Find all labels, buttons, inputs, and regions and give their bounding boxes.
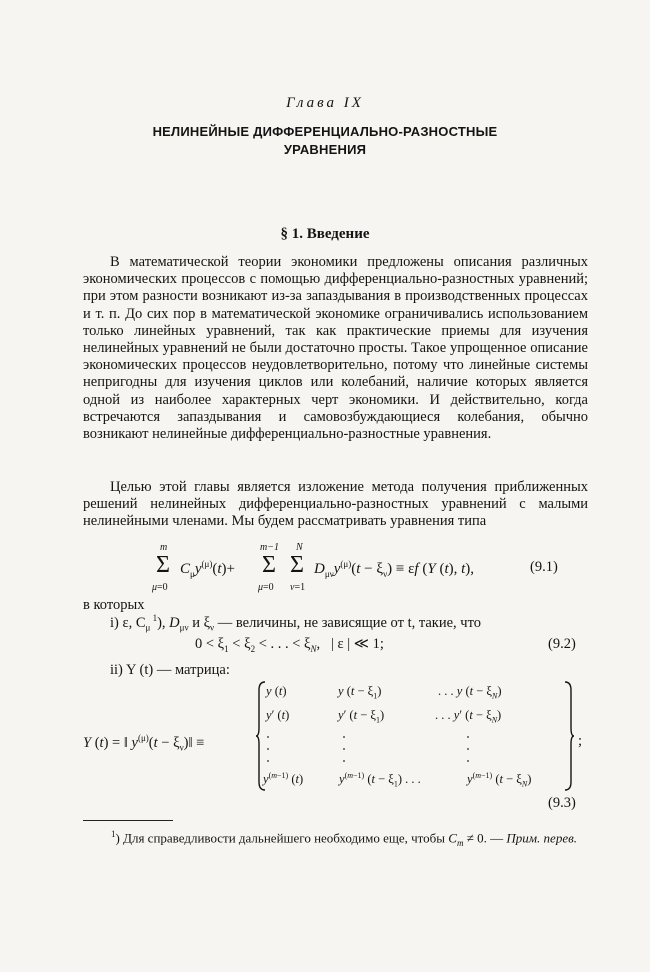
chapter-title-line1: НЕЛИНЕЙНЫЕ ДИФФЕРЕНЦИАЛЬНО-РАЗНОСТНЫЕ [152, 124, 498, 139]
matrix-cell-3-2: $y^{(m-1)}$ $(t - \xi_1)$ . . . [339, 771, 421, 789]
paragraph-1: В математической теории экономики предложены описания различных экономических процессов с помощью дифференциально-разностных уравнений; при этом разности возникают из-за запаздывания в производственных процессах и т. п. До сих пор в математической экономике ограничивались использованием только линейных уравнений, так как практические приемы для изучения нелинейных уравнений не были достаточно просты. Такое упрощенное описание экономических процессов неудовлетворительно, потому что линейные системы непригодны для изучения циклов или колебаний, наличие которых является одной из наиболее характерных черт экономики. И действительно, когда встречаются запаздывания и самовозбуждающиеся колебания, обычно возникают нелинейные дифференциально-разностные уравнения. [83, 254, 588, 443]
condition-1: i) ε, $C_\mu$ $^1$), $D_{\mu\nu}$ и $\xi_\nu$ — величины, не зависящие от t, такие, что [110, 613, 481, 633]
equation-9-1 [150, 542, 590, 596]
matrix-cell-2-3: . . . y′ $(t - \xi_N)$ [435, 708, 502, 725]
equation-9-2: $0 < \xi_1 < \xi_2$ < . . . < $\xi_N$, | ε | ≪ 1; [195, 636, 384, 654]
vdot [467, 736, 469, 738]
sum-sign-1: Σ [156, 552, 170, 578]
matrix-right-brace [563, 680, 575, 792]
eq2-number: (9.2) [548, 636, 576, 652]
vdot [267, 736, 269, 738]
matrix-cell-1-2: y $(t - \xi_1)$ [338, 684, 382, 701]
condition-2: ii) Y (t) — матрица: [110, 662, 230, 678]
section-title: § 1. Введение [280, 226, 370, 242]
sum-lower-3: ν=1 [290, 582, 306, 593]
chapter-title-line2: УРАВНЕНИЯ [283, 142, 367, 157]
matrix-cell-3-1: $y^{(m-1)}$ (t) [263, 771, 304, 787]
sum-sign-2: Σ [262, 552, 276, 578]
eq1-number: (9.1) [530, 559, 558, 575]
chapter-label: Глава IX [286, 95, 364, 111]
sum-upper-3: N [296, 542, 303, 553]
chapter-title [0, 123, 650, 159]
footnote-note: Прим. перев. [506, 830, 577, 846]
matrix-cell-1-1: y (t) [266, 684, 287, 698]
vdot [267, 760, 269, 762]
matrix-cell-2-2: y′ $(t - \xi_1)$ [338, 708, 385, 725]
footnote-rule [83, 820, 173, 821]
eq1-term-1: $C_\mu y^{(\mu)}(t)+$ [180, 559, 235, 579]
matrix-cell-1-3: . . . y $(t - \xi_N)$ [438, 684, 502, 701]
matrix-cell-2-1: y′ (t) [266, 708, 290, 722]
matrix-lhs: Y (t) = ‖ $y^{(\mu)}(t$ − $\xi_\nu)‖$ ≡ [83, 733, 205, 753]
eq1-term-2: $D_{\mu\nu}y^{(\mu)}(t - \xi_\nu) \equiv \varepsilon f$ (Y (t), t), [314, 559, 475, 579]
vdot [343, 736, 345, 738]
sum-lower-2: μ=0 [258, 582, 274, 593]
sum-upper-2: m−1 [260, 542, 279, 553]
footnote-text: Для справедливости дальнейшего необходимо еще, чтобы [123, 830, 446, 846]
vdot [267, 748, 269, 750]
sum-upper-1: m [160, 542, 168, 553]
vdot [343, 760, 345, 762]
cond1-text: — величины, не зависящие от t, такие, что [217, 614, 481, 631]
sum-lower-1: μ=0 [152, 582, 168, 593]
in-which: в которых [83, 597, 145, 613]
matrix-cell-3-3: $y^{(m-1)}$ $(t - \xi_N)$ [467, 771, 532, 789]
sum-sign-3: Σ [290, 552, 304, 578]
eq3-number: (9.3) [548, 795, 576, 811]
footnote: $^1$) Для справедливости дальнейшего необходимо еще, чтобы $C_m \ne 0$. — Прим. перев. [111, 829, 577, 848]
paragraph-2: Целью этой главы является изложение метода получения приближенных решений нелинейных дифференциально-разностных уравнений с малыми нелинейными членами. Мы будем рассматривать уравнения типа [83, 479, 588, 530]
matrix-semicolon: ; [578, 733, 583, 749]
equation-9-3 [83, 680, 593, 810]
vdot [467, 748, 469, 750]
vdot [343, 748, 345, 750]
vdot [467, 760, 469, 762]
cond1-prefix: i) ε, C [110, 614, 146, 631]
